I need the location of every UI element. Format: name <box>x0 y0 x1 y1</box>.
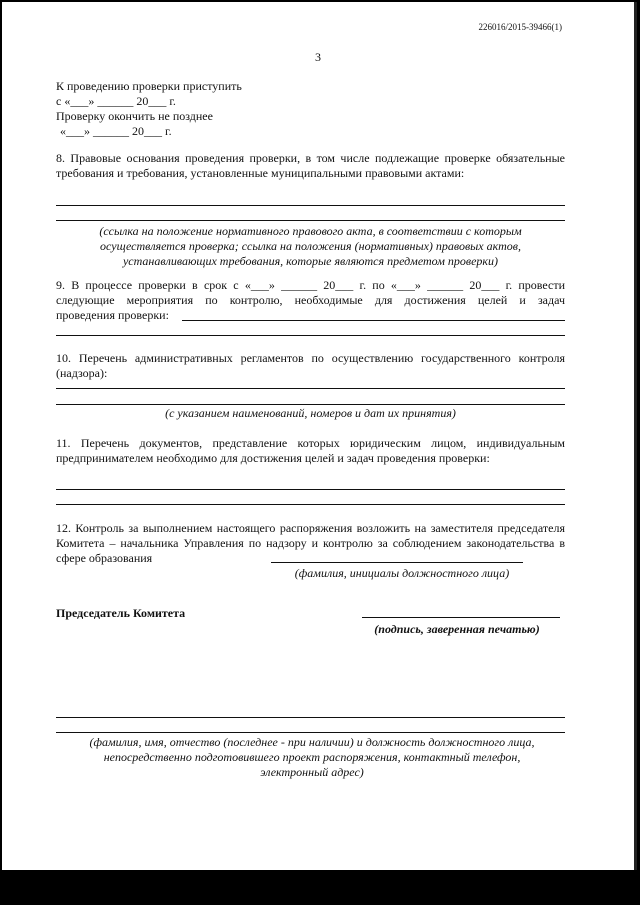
fill-line <box>182 320 565 321</box>
start-line-1: К проведению проверки приступить <box>56 79 242 93</box>
fill-line <box>56 732 565 733</box>
section-10-note: (с указанием наименований, номеров и дат их принятия) <box>165 406 456 420</box>
fill-line <box>56 220 565 221</box>
document-id: 226016/2015-39466(1) <box>478 22 562 32</box>
section-9 <box>56 278 565 323</box>
start-line-3: Проверку окончить не позднее <box>56 109 213 123</box>
fill-line <box>56 404 565 405</box>
start-block <box>56 79 565 139</box>
fill-line <box>56 717 565 718</box>
section-11-text: 11. Перечень документов, представление которых юридическим лицом, индивидуальным предпринимателем необходимо для достижения целей и задач проведения проверки: <box>56 436 565 465</box>
page-number: 3 <box>315 50 321 64</box>
start-line-4: «___» ______ 20___ г. <box>60 124 172 138</box>
section-10-text: 10. Перечень административных регламентов по осуществлению государственного контроля (надзора): <box>56 351 565 380</box>
fill-line <box>56 504 565 505</box>
section-12-note: (фамилия, инициалы должностного лица) <box>294 566 510 580</box>
fill-line <box>56 335 565 336</box>
signature-line <box>362 617 560 618</box>
section-9-line-3: проведения проверки: <box>56 308 169 322</box>
section-8-note: (ссылка на положение нормативного правового акта, в соответствии с которым осуществляется проверка; ссылка на положения (нормативных) правовых актов, устанавливающих требования, которые являются предметом проверки) <box>99 224 522 268</box>
start-line-2: с «___» ______ 20___ г. <box>56 94 176 108</box>
fill-line <box>56 205 565 206</box>
fill-line <box>271 562 523 563</box>
section-8-text: 8. Правовые основания проведения проверки, в том числе подлежащие проверке обязательные требования и требования, установленные муниципальными правовыми актами: <box>56 151 565 180</box>
footer-note: (фамилия, имя, отчество (последнее - при наличии) и должность должностного лица, непосредственно подготовившего проект распоряжения, контактный телефон, электронный адрес) <box>89 735 535 779</box>
fill-line <box>56 388 565 389</box>
signature-note: (подпись, заверенная печатью) <box>374 622 540 636</box>
signature-title: Председатель Комитета <box>56 606 186 620</box>
section-9-line-2: следующие мероприятия по контролю, необходимые для достижения целей и задач <box>56 293 565 307</box>
section-9-line-1: 9. В процессе проверки в срок с «___» ______ 20___ г. по «___» ______ 20___ г. провести <box>56 278 565 292</box>
document-page <box>2 2 637 870</box>
section-12-text: 12. Контроль за выполнением настоящего распоряжения возложить на заместителя председателя Комитета – начальника Управления по надзору и контролю за соблюдением законодательства в сфере образования <box>56 521 565 565</box>
fill-line <box>56 489 565 490</box>
